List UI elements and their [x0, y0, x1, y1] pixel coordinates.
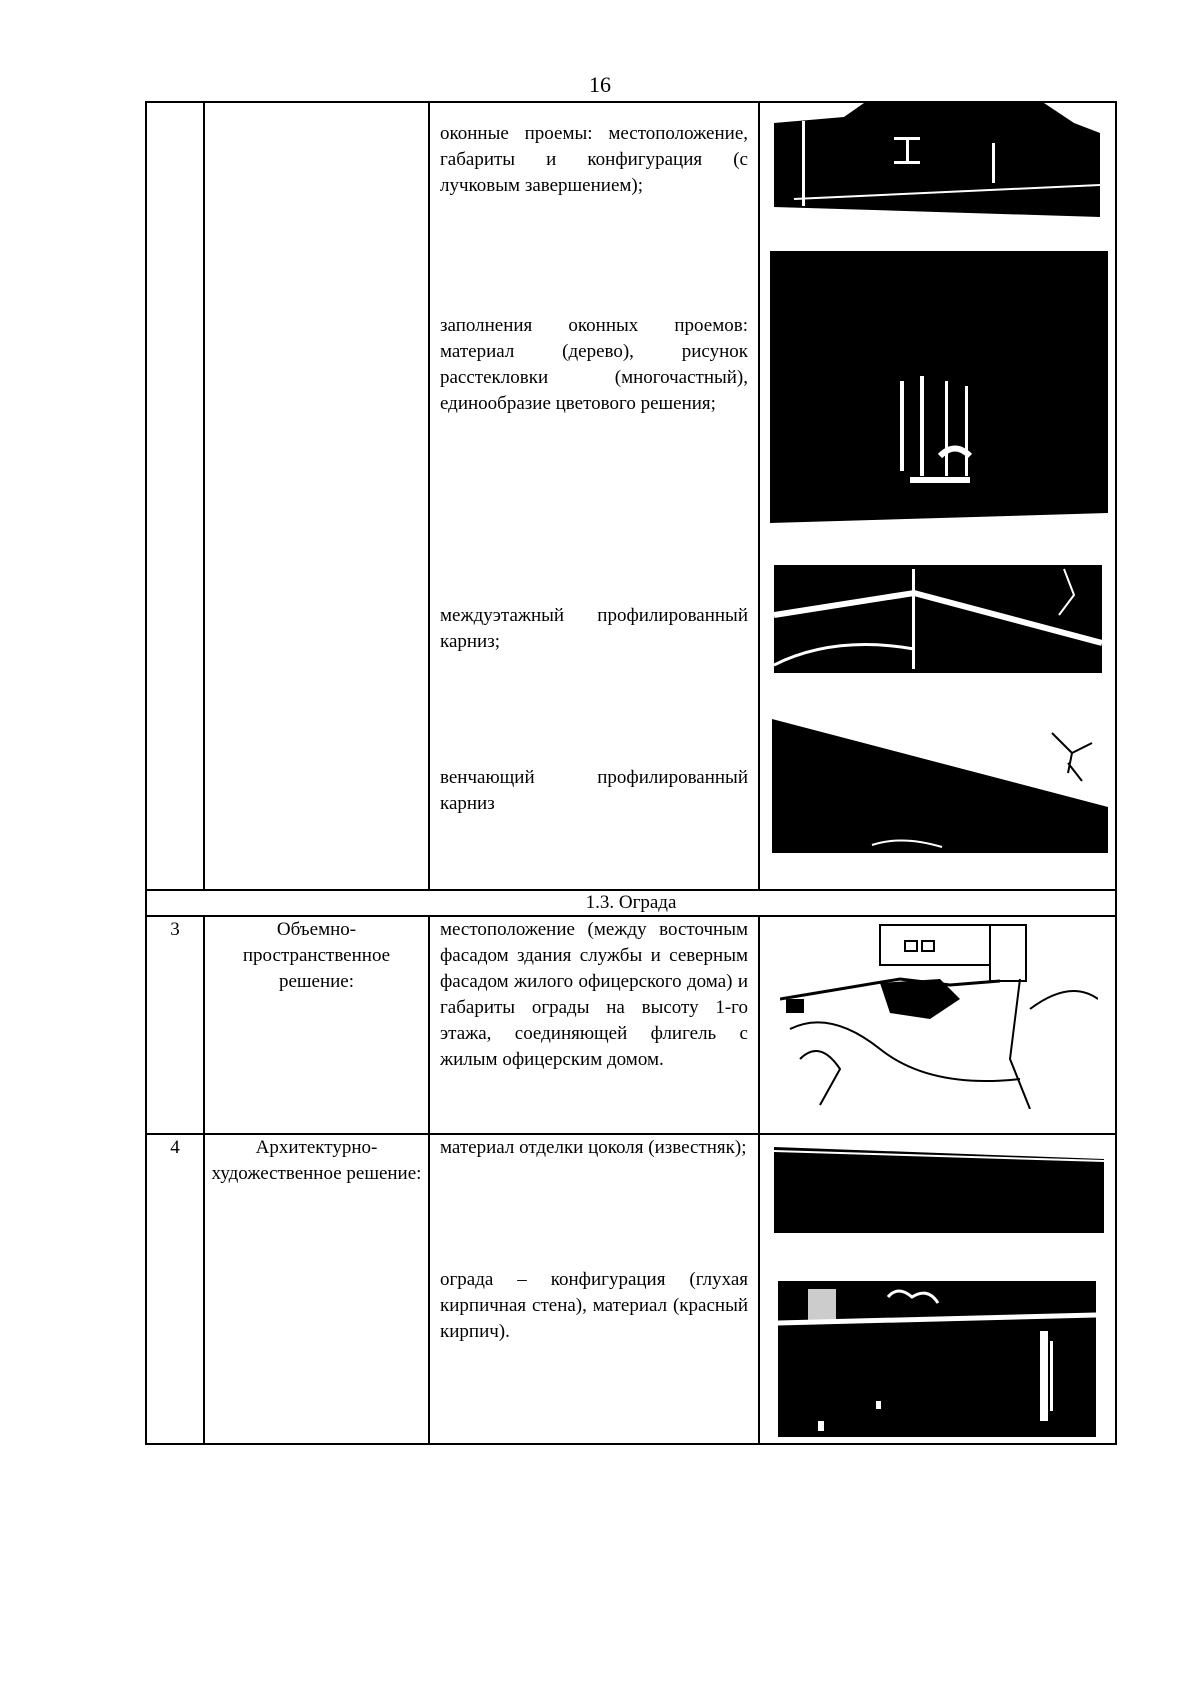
- photo-cell: [759, 102, 1116, 890]
- description-window-openings: оконные проемы: местоположение, габариты и конфигурация (с лучковым завершением);: [440, 123, 748, 196]
- table-row: [146, 102, 1116, 890]
- photo-interfloor-cornice: [774, 565, 1102, 673]
- description-cell: [429, 916, 759, 1134]
- table-row: [146, 1134, 1116, 1444]
- photo-plinth: [774, 1137, 1104, 1233]
- photo-crowning-cornice: [772, 703, 1108, 853]
- description-interfloor-cornice: междуэтажный профилированный карниз;: [440, 605, 748, 652]
- description-cell: [429, 1134, 759, 1444]
- name-cell: Объемно-пространственное решение:: [204, 916, 429, 1134]
- table-row: [146, 916, 1116, 1134]
- description-crowning-cornice: венчающий профилированный карниз: [440, 767, 748, 814]
- section-row: [146, 890, 1116, 916]
- photo-window-filling: [770, 251, 1108, 535]
- page-number: 16: [589, 72, 611, 97]
- name-cell: Архитектурно-художественное решение:: [204, 1134, 429, 1444]
- number-cell: 4: [146, 1134, 204, 1444]
- description-window-filling: заполнения оконных проемов: материал (дерево), рисунок расстекловки (многочастный), единообразие цветового решения;: [440, 315, 748, 414]
- description-fence-config: ограда – конфигурация (глухая кирпичная стена), материал (красный кирпич).: [440, 1269, 748, 1342]
- number-cell: 3: [146, 916, 204, 1134]
- description-cell: [429, 102, 759, 890]
- description-plinth-material: материал отделки цоколя (известняк);: [440, 1137, 747, 1158]
- name-cell: [204, 102, 429, 890]
- photo-fence-wall: [778, 1281, 1096, 1437]
- photo-site-plan: [780, 919, 1098, 1109]
- monument-subject-table: [145, 101, 1117, 1445]
- section-title: [146, 890, 1116, 916]
- description-fence-location: местоположение (между восточным фасадом здания службы и северным фасадом жилого офицерского дома) и габариты ограды на высоту 1-го этажа, соединяющей флигель с жилым офицерским домом.: [440, 919, 748, 1070]
- photo-cell: [759, 1134, 1116, 1444]
- number-cell: [146, 102, 204, 890]
- photo-cell: [759, 916, 1116, 1134]
- section-title-text: 1.3. Ограда: [585, 892, 677, 913]
- photo-window-openings: [774, 103, 1100, 221]
